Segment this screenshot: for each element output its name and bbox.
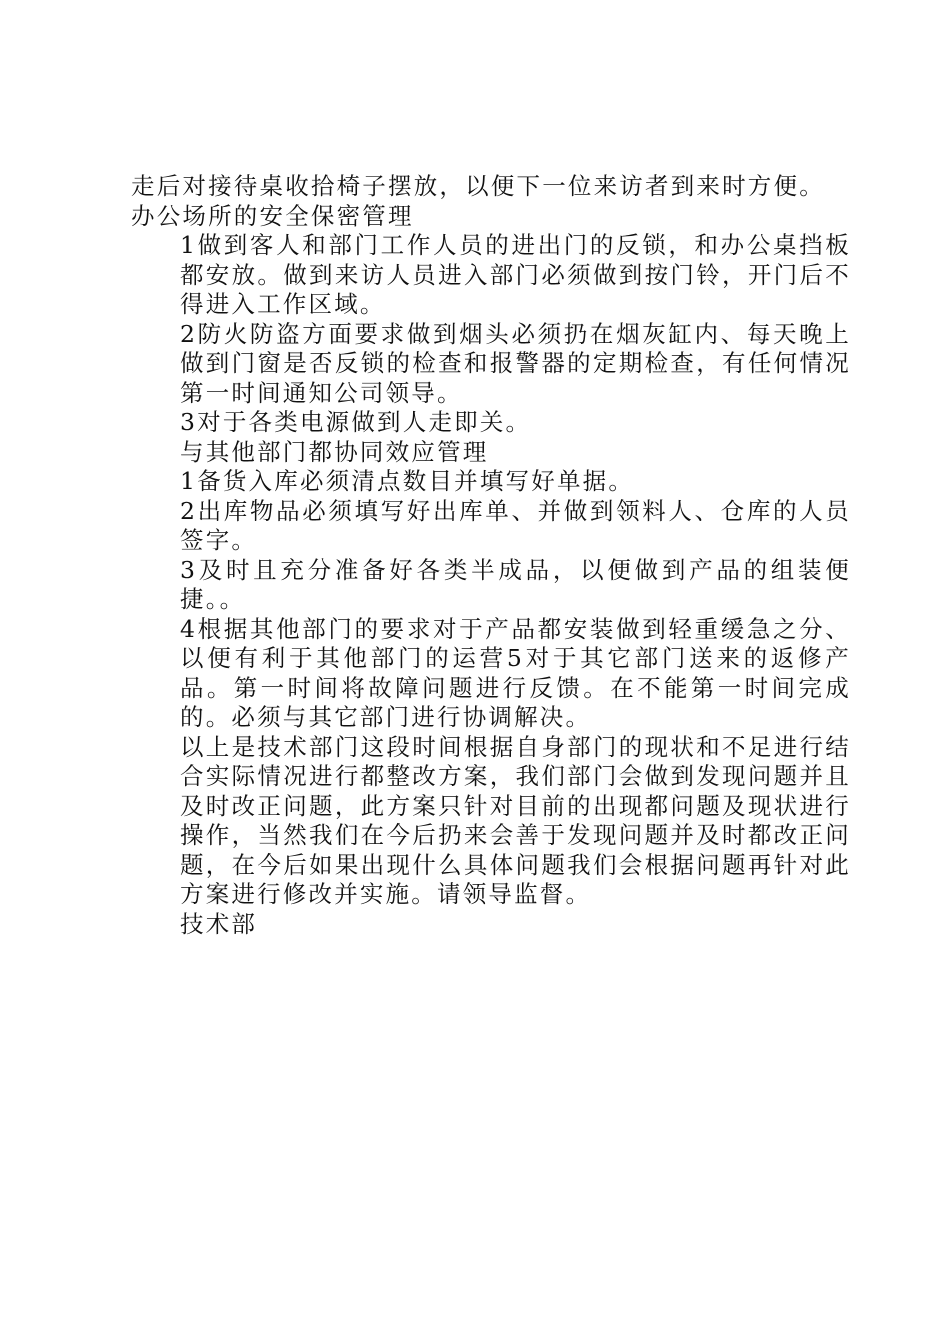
paragraph-security-item-1: 1做到客人和部门工作人员的进出门的反锁，和办公桌挡板都安放。做到来访人员进入部门必须做到按门铃，开门后不得进入工作区域。	[180, 231, 851, 318]
paragraph-security-item-3: 3对于各类电源做到人走即关。	[180, 408, 532, 436]
paragraph-coordination-item-2: 2出库物品必须填写好出库单、并做到领料人、仓库的人员签字。	[180, 496, 851, 554]
paragraph-coordination-item-3: 3及时且充分准备好各类半成品，以便做到产品的组装便捷。。	[180, 555, 851, 613]
paragraph-reception-tidy: 走后对接待桌收拾椅子摆放，以便下一位来访者到来时方便。	[131, 172, 825, 200]
paragraph-conclusion: 以上是技术部门这段时间根据自身部门的现状和不足进行结合实际情况进行都整改方案，我们部门会做到发现问题并且及时改正问题，此方案只针对目前的出现都问题及现状进行操作，当然我们在今后扔来会善于发现问题并及时都改正问题，在今后如果出现什么具体问题我们会根据问题再针对此方案进行修改并实施。请领导监督。	[180, 732, 851, 908]
signature-department: 技术部	[180, 909, 258, 938]
document-body	[131, 172, 851, 939]
paragraph-coordination-item-4: 4根据其他部门的要求对于产品都安装做到轻重缓急之分、以便有利于其他部门的运营5对于其它部门送来的返修产品。第一时间将故障问题进行反馈。在不能第一时间完成的。必须与其它部门进行协调解决。	[180, 614, 851, 731]
heading-office-security: 办公场所的安全保密管理	[131, 201, 414, 230]
paragraph-security-item-2: 2防火防盗方面要求做到烟头必须扔在烟灰缸内、每天晚上做到门窗是否反锁的检查和报警器的定期检查，有任何情况第一时间通知公司领导。	[180, 319, 851, 407]
heading-department-coordination: 与其他部门都协同效应管理	[180, 437, 489, 466]
paragraph-coordination-item-1: 1备货入库必须清点数目并填写好单据。	[180, 467, 635, 495]
